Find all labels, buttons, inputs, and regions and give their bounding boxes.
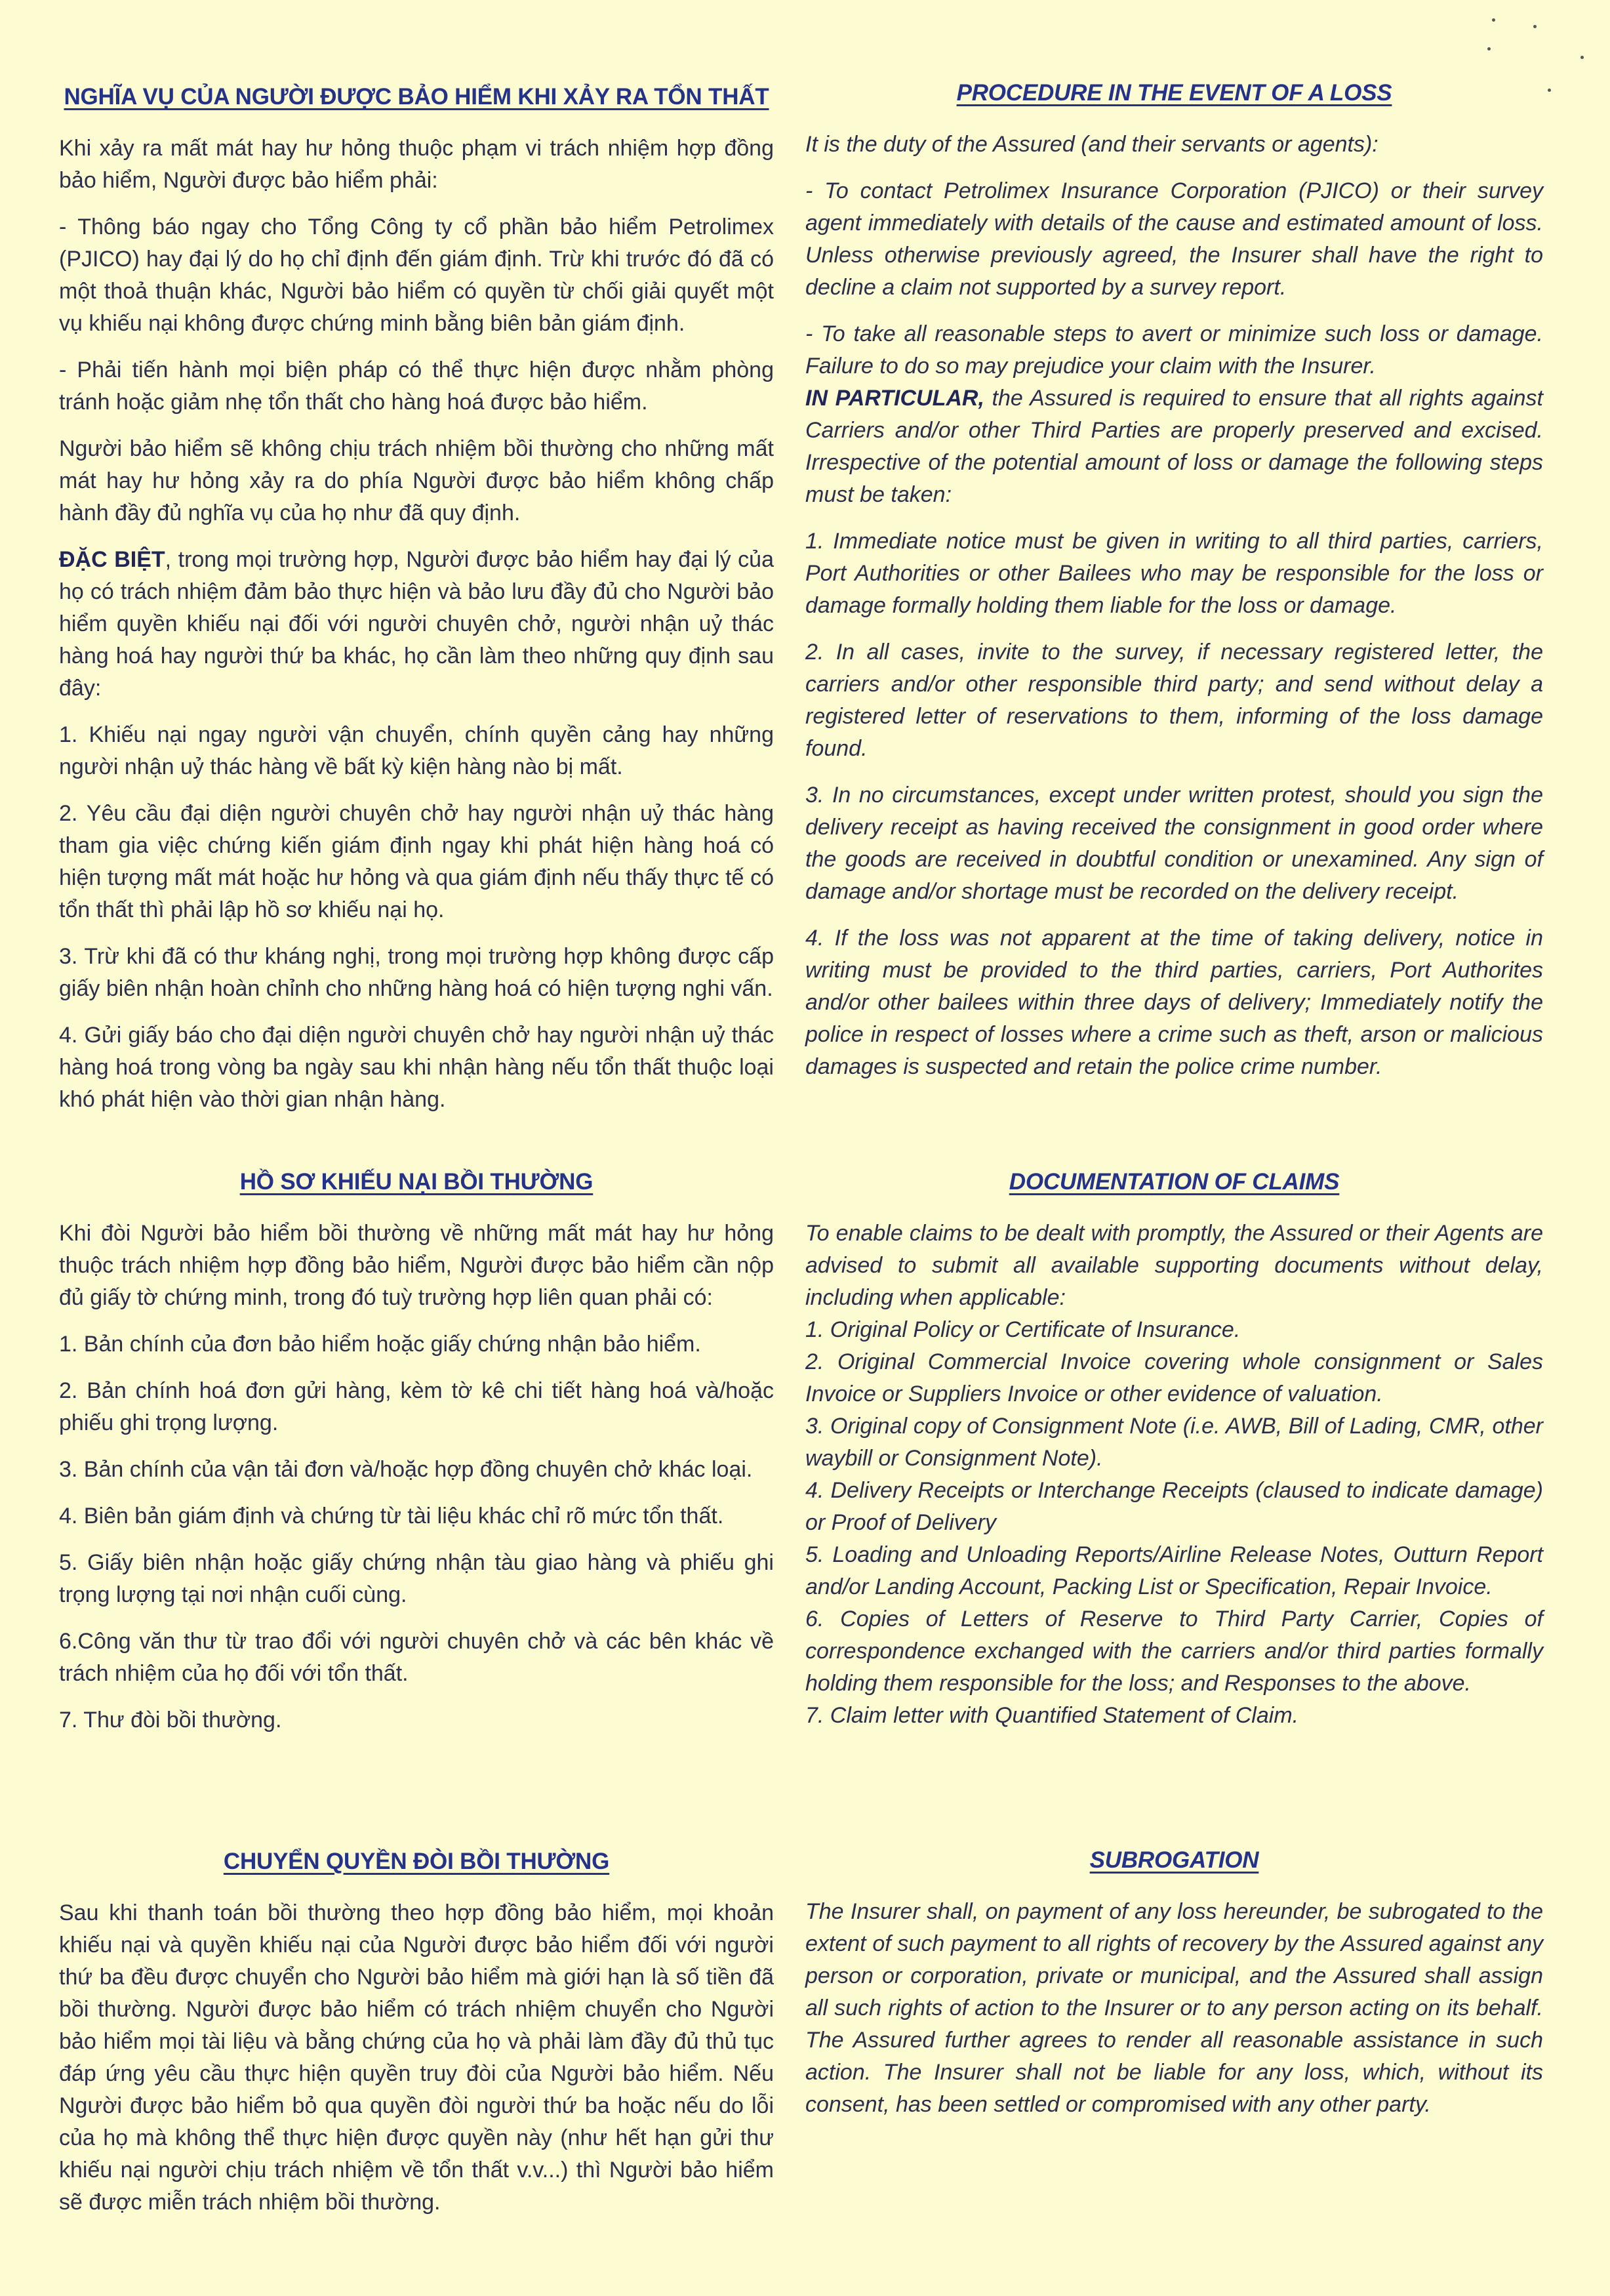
- vi-paragraph: Người bảo hiểm sẽ không chịu trách nhiệm bồi thường cho những mất mát hay hư hỏng xảy ra do phía Người được bảo hiểm không chấp hành đầy đủ nghĩa vụ của họ như đã quy định.: [59, 436, 774, 525]
- vi-list-item: 6.Công văn thư từ trao đổi với người chuyên chở và các bên khác về trách nhiệm của họ đối với tổn thất.: [59, 1629, 774, 1686]
- en-list-item: 3. Original copy of Consignment Note (i.e. AWB, Bill of Lading, CMR, other waybill or Consignment Note).: [805, 1414, 1543, 1471]
- en-paragraph: - To contact Petrolimex Insurance Corporation (PJICO) or their survey agent immediately with details of the cause and estimated amount of loss. Unless otherwise previously agreed, the Insurer shall have the right to decline a claim not supported by a survey report.: [805, 178, 1543, 300]
- vi-list-item: 1. Khiếu nại ngay người vận chuyển, chính quyền cảng hay những người nhận uỷ thác hàng về bất kỳ kiện hàng nào bị mất.: [59, 722, 774, 779]
- en-heading-claim-documentation: DOCUMENTATION OF CLAIMS: [1009, 1169, 1340, 1195]
- vi-heading-loss-obligations: NGHĨA VỤ CỦA NGƯỜI ĐƯỢC BẢO HIỂM KHI XẢY RA TỔN THẤT: [64, 84, 769, 110]
- scan-speck: [1492, 18, 1495, 22]
- en-emphasis-in-particular: IN PARTICULAR,: [805, 386, 984, 411]
- en-list-item: 6. Copies of Letters of Reserve to Third Party Carrier, Copies of correspondence exchanged with the carriers and/or third parties formally holding them responsible for the loss; and Responses to the above.: [805, 1607, 1543, 1696]
- vi-paragraph: - Phải tiến hành mọi biện pháp có thể thực hiện được nhằm phòng tránh hoặc giảm nhẹ tổn thất cho hàng hoá được bảo hiểm.: [59, 358, 774, 415]
- en-list-item: 3. In no circumstances, except under written protest, should you sign the delivery receipt as having received the consignment in good order where the goods are received in doubtful condition or unexamined. Any sign of damage and/or shortage must be recorded on the delivery receipt.: [805, 783, 1543, 904]
- vi-list-item: 3. Bản chính của vận tải đơn và/hoặc hợp đồng chuyên chở khác loại.: [59, 1457, 753, 1482]
- vi-heading-claim-documents: HỒ SƠ KHIẾU NẠI BỒI THƯỜNG: [239, 1169, 594, 1195]
- en-list-item: 5. Loading and Unloading Reports/Airline Release Notes, Outturn Report and/or Landing Account, Packing List or Specification, Repair Invoice.: [805, 1542, 1543, 1599]
- en-heading-loss-procedure: PROCEDURE IN THE EVENT OF A LOSS: [956, 80, 1392, 106]
- en-paragraph: [805, 382, 1543, 511]
- vi-section-subrogation: [59, 1849, 774, 2233]
- en-paragraph: The Insurer shall, on payment of any loss hereunder, be subrogated to the extent of such payment to all rights of recovery by the Assured against any person or corporation, private or municipal, and the Assured shall assign all such rights of action to the Insurer or to any person acting on its behalf. The Assured further agrees to render all reasonable assistance in such action. The Insurer shall not be liable for any loss, which, without its consent, has been settled or compromised with any other party.: [805, 1899, 1543, 2117]
- vi-emphasis-dac-biet: ĐẶC BIỆT: [59, 547, 165, 572]
- vi-section-claim-documents: [59, 1169, 774, 1751]
- en-list-item: 1. Immediate notice must be given in writing to all third parties, carriers, Port Authorities or other Bailees who may be responsible for the loss or damage formally holding them liable for the loss or damage.: [805, 529, 1543, 618]
- vi-paragraph: [59, 544, 774, 705]
- vi-list-item: 4. Gửi giấy báo cho đại diện người chuyên chở hay người nhận uỷ thác hàng hoá trong vòng ba ngày sau khi nhận hàng nếu tổn thất thuộc loại khó phát hiện vào thời gian nhận hàng.: [59, 1023, 774, 1112]
- en-paragraph: It is the duty of the Assured (and their servants or agents):: [805, 132, 1379, 157]
- scan-speck: [1533, 25, 1537, 28]
- en-section-claim-documentation: [805, 1169, 1543, 1732]
- vi-section-loss-obligations: [59, 84, 774, 1130]
- en-list-item: 2. In all cases, invite to the survey, if necessary registered letter, the carriers and/or other responsible third party; and send without delay a registered letter of reservations to them, informing of the loss damage found.: [805, 640, 1543, 761]
- en-paragraph: - To take all reasonable steps to avert or minimize such loss or damage. Failure to do so may prejudice your claim with the Insurer.: [805, 321, 1543, 379]
- vi-paragraph-rest: , trong mọi trường hợp, Người được bảo hiểm hay đại lý của họ có trách nhiệm đảm bảo thực hiện và bảo lưu đầy đủ cho Người bảo hiểm quyền khiếu nại đối với người chuyên chở, người nhận uỷ thác hàng hoá hay người thứ ba khác, họ cần làm theo những quy định sau đây:: [59, 547, 774, 701]
- vi-paragraph: - Thông báo ngay cho Tổng Công ty cổ phần bảo hiểm Petrolimex (PJICO) hay đại lý do họ chỉ định đến giám định. Trừ khi trước đó đã có một thoả thuận khác, Người bảo hiểm có quyền từ chối giải quyết một vụ khiếu nại không được chứng minh bằng biên bản giám định.: [59, 215, 774, 336]
- vi-list-item: 2. Yêu cầu đại diện người chuyên chở hay người nhận uỷ thác hàng tham gia việc chứng kiến giám định ngay khi phát hiện hàng hoá có hiện tượng mất mát hoặc hư hỏng và qua giám định nếu thấy thực tế có tổn thất thì phải lập hồ sơ khiếu nại họ.: [59, 801, 774, 922]
- scan-speck: [1580, 56, 1584, 59]
- en-heading-subrogation: SUBROGATION: [1089, 1847, 1259, 1873]
- vi-list-item: 5. Giấy biên nhận hoặc giấy chứng nhận tàu giao hàng và phiếu ghi trọng lượng tại nơi nhận cuối cùng.: [59, 1550, 774, 1607]
- en-paragraph: To enable claims to be dealt with promptly, the Assured or their Agents are advised to submit all available supporting documents without delay, including when applicable:: [805, 1221, 1543, 1310]
- en-paragraph-rest: the Assured is required to ensure that all rights against Carriers and/or other Third Parties are properly preserved and excised. Irrespective of the potential amount of loss or damage the following steps must be taken:: [805, 386, 1543, 507]
- scan-speck: [1548, 89, 1551, 92]
- en-list-item: 4. Delivery Receipts or Interchange Receipts (claused to indicate damage) or Proof of Delivery: [805, 1478, 1543, 1535]
- vi-list-item: 4. Biên bản giám định và chứng từ tài liệu khác chỉ rõ mức tổn thất.: [59, 1504, 724, 1528]
- vi-list-item: 3. Trừ khi đã có thư kháng nghị, trong mọi trường hợp không được cấp giấy biên nhận hoàn chỉnh cho những hàng hoá có hiện tượng nghi vấn.: [59, 944, 774, 1001]
- vi-paragraph: Sau khi thanh toán bồi thường theo hợp đồng bảo hiểm, mọi khoản khiếu nại và quyền khiếu nại của Người được bảo hiểm đối với người thứ ba đều được chuyển cho Người bảo hiểm mà giới hạn là số tiền đã bồi thường. Người được bảo hiểm có trách nhiệm chuyển cho Người bảo hiểm mọi tài liệu và bằng chứng của họ và phải làm đầy đủ thủ tục đáp ứng yêu cầu thực hiện quyền truy đòi của Người bảo hiểm. Nếu Người được bảo hiểm bỏ qua quyền đòi người thứ ba hoặc nếu do lỗi của họ mà không thể thực hiện được quyền này (như hết hạn gửi thư khiếu nại người chịu trách nhiệm về tổn thất v.v...) thì Người bảo hiểm sẽ được miễn trách nhiệm bồi thường.: [59, 1900, 774, 2215]
- scan-speck: [1487, 47, 1491, 51]
- en-list-item: 7. Claim letter with Quantified Statement of Claim.: [805, 1703, 1299, 1728]
- vi-paragraph: Khi xảy ra mất mát hay hư hỏng thuộc phạm vi trách nhiệm hợp đồng bảo hiểm, Người được bảo hiểm phải:: [59, 136, 774, 193]
- en-section-subrogation: [805, 1847, 1543, 2135]
- en-section-loss-procedure: [805, 80, 1543, 1097]
- vi-list-item: 2. Bản chính hoá đơn gửi hàng, kèm tờ kê chi tiết hàng hoá và/hoặc phiếu ghi trọng lượng.: [59, 1378, 774, 1435]
- vi-paragraph: Khi đòi Người bảo hiểm bồi thường về những mất mát hay hư hỏng thuộc trách nhiệm hợp đồng bảo hiểm, Người được bảo hiểm cần nộp đủ giấy tờ chứng minh, trong đó tuỳ trường hợp liên quan phải có:: [59, 1221, 774, 1310]
- en-list-item: 4. If the loss was not apparent at the time of taking delivery, notice in writing must be provided to the third parties, carriers, Port Authorites and/or other bailees within three days of delivery; Immediately notify the police in respect of losses where a crime such as theft, arson or malicious damages is suspected and retain the police crime number.: [805, 926, 1543, 1079]
- en-list-item: 2. Original Commercial Invoice covering whole consignment or Sales Invoice or Suppliers Invoice or other evidence of valuation.: [805, 1349, 1543, 1406]
- vi-list-item: 1. Bản chính của đơn bảo hiểm hoặc giấy chứng nhận bảo hiểm.: [59, 1332, 701, 1357]
- vi-list-item: 7. Thư đòi bồi thường.: [59, 1708, 282, 1732]
- en-list-item: 1. Original Policy or Certificate of Insurance.: [805, 1317, 1241, 1342]
- vi-heading-subrogation: CHUYỂN QUYỀN ĐÒI BỒI THƯỜNG: [223, 1849, 610, 1874]
